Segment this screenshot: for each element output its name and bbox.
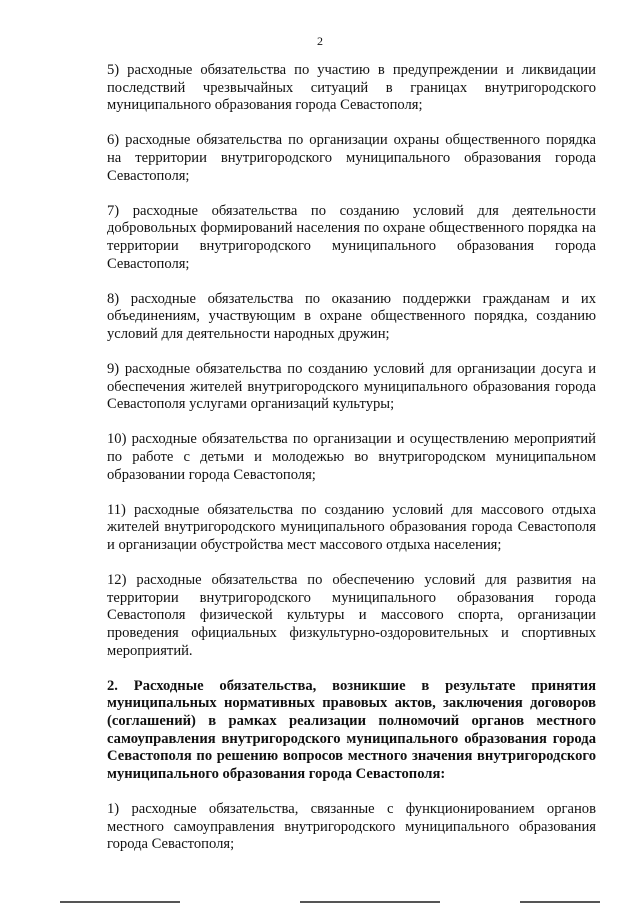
scan-edge-mark <box>0 899 640 905</box>
paragraph-12: 12) расходные обязательства по обеспечению условий для развития на территории внутригородского муниципального образования города Севастополя физической культуры и массового спорта, организации проведения официальных физкультурно-оздоровительных и спортивных мероприятий. <box>107 572 596 659</box>
section-2-item-1: 1) расходные обязательства, связанные с функционированием органов местного самоуправления внутригородского муниципального образования города Севастополя; <box>107 800 596 853</box>
paragraph-7: 7) расходные обязательства по созданию условий для деятельности добровольных формирований населения по охране общественного порядка на территории внутригородского муниципального образования города Севастополя; <box>107 202 596 272</box>
paragraph-5: 5) расходные обязательства по участию в предупреждении и ликвидации последствий чрезвычайных ситуаций в границах внутригородского муниципального образования города Севастополя; <box>107 62 596 114</box>
section-2-heading: 2. Расходные обязательства, возникшие в результате принятия муниципальных нормативных правовых актов, заключения договоров (соглашений) в рамках реализации полномочий органов местного самоуправления внутригородского муниципального образования города Севастополя по решению вопросов местного значения внутригородского муниципального образования города Севастополя: <box>107 677 596 782</box>
paragraph-8: 8) расходные обязательства по оказанию поддержки гражданам и их объединениям, участвующим в охране общественного порядка, созданию условий для деятельности народных дружин; <box>107 290 596 342</box>
paragraph-9: 9) расходные обязательства по созданию условий для организации досуга и обеспечения жителей внутригородского муниципального образования города Севастополя услугами организаций культуры; <box>107 361 596 413</box>
paragraph-11: 11) расходные обязательства по созданию условий для массового отдыха жителей внутригородского муниципального образования города Севастополя и организации обустройства мест массового отдыха населения; <box>107 501 596 554</box>
document-body <box>107 62 596 871</box>
paragraph-6: 6) расходные обязательства по организации охраны общественного порядка на территории внутригородского муниципального образования города Севастополя; <box>107 132 596 184</box>
page-number: 2 <box>317 34 323 48</box>
paragraph-10: 10) расходные обязательства по организации и осуществлению мероприятий по работе с детьми и молодежью во внутригородском муниципальном образовании города Севастополя; <box>107 431 596 483</box>
